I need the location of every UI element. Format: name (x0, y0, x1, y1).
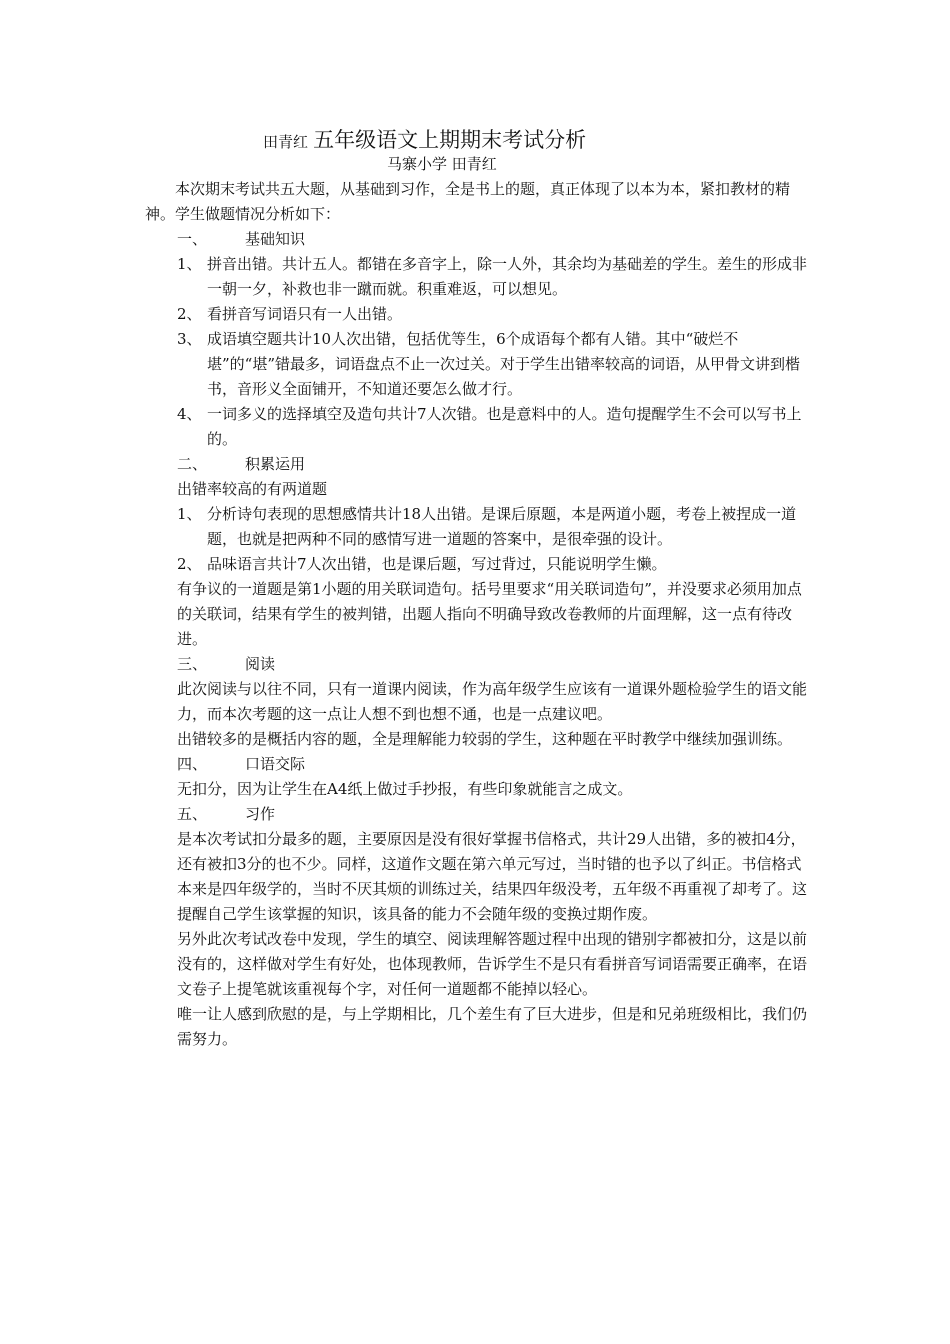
section-paragraph: 是本次考试扣分最多的题，主要原因是没有很好掌握书信格式，共计29人出错，多的被扣4分，还有被扣3分的也不少。同样，这道作文题在第六单元写过，当时错的也予以了纠正。书信格式本来是四年级学的，当时不厌其烦的训练过关，结果四年级没考，五年级不再重视了却考了。这提醒自己学生该掌握的知识，该具备的能力不会随年级的变换过期作废。 (177, 830, 808, 923)
title-main: 五年级语文上期期末考试分析 (313, 128, 587, 152)
item-number: 4、 (177, 405, 202, 423)
document-subtitle: 马寨小学 田青红 (387, 155, 497, 173)
item-text: 一词多义的选择填空及造句共计7人次错。也是意料中的人。造句提醒学生不会可以写书上的。 (207, 405, 802, 448)
section-number: 五、 (177, 805, 208, 823)
section-paragraph: 唯一让人感到欣慰的是，与上学期相比，几个差生有了巨大进步，但是和兄弟班级相比，我们仍需努力。 (177, 1005, 808, 1048)
section-number: 三、 (177, 655, 208, 673)
item-text: 品味语言共计7人次出错，也是课后题，写过背过，只能说明学生懒。 (207, 555, 667, 573)
item-text: 分析诗句表现的思想感情共计18人出错。是课后原题，本是两道小题，考卷上被捏成一道题，也就是把两种不同的感情写进一道题的答案中，是很牵强的设计。 (207, 505, 797, 548)
section-paragraph: 出错较多的是概括内容的题，全是理解能力较弱的学生，这种题在平时教学中继续加强训练。 (177, 730, 793, 748)
item-text: 成语填空题共计10人次出错，包括优等生，6个成语每个都有人错。其中“破烂不堪”的“堪”错最多，词语盘点不止一次过关。对于学生出错率较高的词语，从甲骨文讲到楷书，音形义全面铺开，不知道还要怎么做才行。 (207, 330, 801, 398)
section-title: 基础知识 (245, 230, 306, 248)
section-title: 阅读 (245, 655, 276, 673)
list-item (177, 502, 809, 552)
section-title: 习作 (245, 805, 276, 823)
section-paragraph: 此次阅读与以往不同，只有一道课内阅读，作为高年级学生应该有一道课外题检验学生的语文能力，而本次考题的这一点让人想不到也想不通，也是一点建议吧。 (177, 680, 808, 723)
section-number: 一、 (177, 230, 208, 248)
item-number: 1、 (177, 255, 202, 273)
list-item (177, 402, 809, 452)
section-heading (177, 652, 809, 677)
item-number: 1、 (177, 505, 202, 523)
list-item (177, 327, 809, 402)
section-lead: 出错率较高的有两道题 (177, 480, 328, 498)
section-title: 积累运用 (245, 455, 306, 473)
section-paragraph: 另外此次考试改卷中发现，学生的填空、阅读理解答题过程中出现的错别字都被扣分，这是以前没有的，这样做对学生有好处，也体现教师，告诉学生不是只有看拼音写词语需要正确率，在语文卷子上提笔就该重视每个字，对任何一道题都不能掉以轻心。 (177, 930, 808, 998)
intro-paragraph: 本次期末考试共五大题，从基础到习作，全是书上的题，真正体现了以本为本，紧扣教材的精神。学生做题情况分析如下： (145, 180, 791, 223)
document-title (263, 124, 586, 154)
item-number: 2、 (177, 555, 202, 573)
title-prefix: 田青红 (263, 133, 309, 151)
item-text: 看拼音写词语只有一人出错。 (207, 305, 403, 323)
item-text: 拼音出错。共计五人。都错在多音字上，除一人外，其余均为基础差的学生。差生的形成非一朝一夕，补救也非一蹴而就。积重难返，可以想见。 (207, 255, 808, 298)
list-item (177, 552, 809, 577)
section-title: 口语交际 (245, 755, 306, 773)
section-number: 二、 (177, 455, 208, 473)
document-body (145, 177, 809, 1052)
section-heading (177, 802, 809, 827)
section-heading (177, 452, 809, 477)
list-item (177, 302, 809, 327)
section-paragraph: 有争议的一道题是第1小题的用关联词造句。括号里要求“用关联词造句”，并没要求必须用加点的关联词，结果有学生的被判错，出题人指向不明确导致改卷教师的片面理解，这一点有待改进。 (177, 580, 802, 648)
item-number: 2、 (177, 305, 202, 323)
section-number: 四、 (177, 755, 208, 773)
section-paragraph: 无扣分，因为让学生在A4纸上做过手抄报，有些印象就能言之成文。 (177, 780, 633, 798)
section-heading (177, 752, 809, 777)
list-item (177, 252, 809, 302)
section-heading (177, 227, 809, 252)
item-number: 3、 (177, 330, 202, 348)
